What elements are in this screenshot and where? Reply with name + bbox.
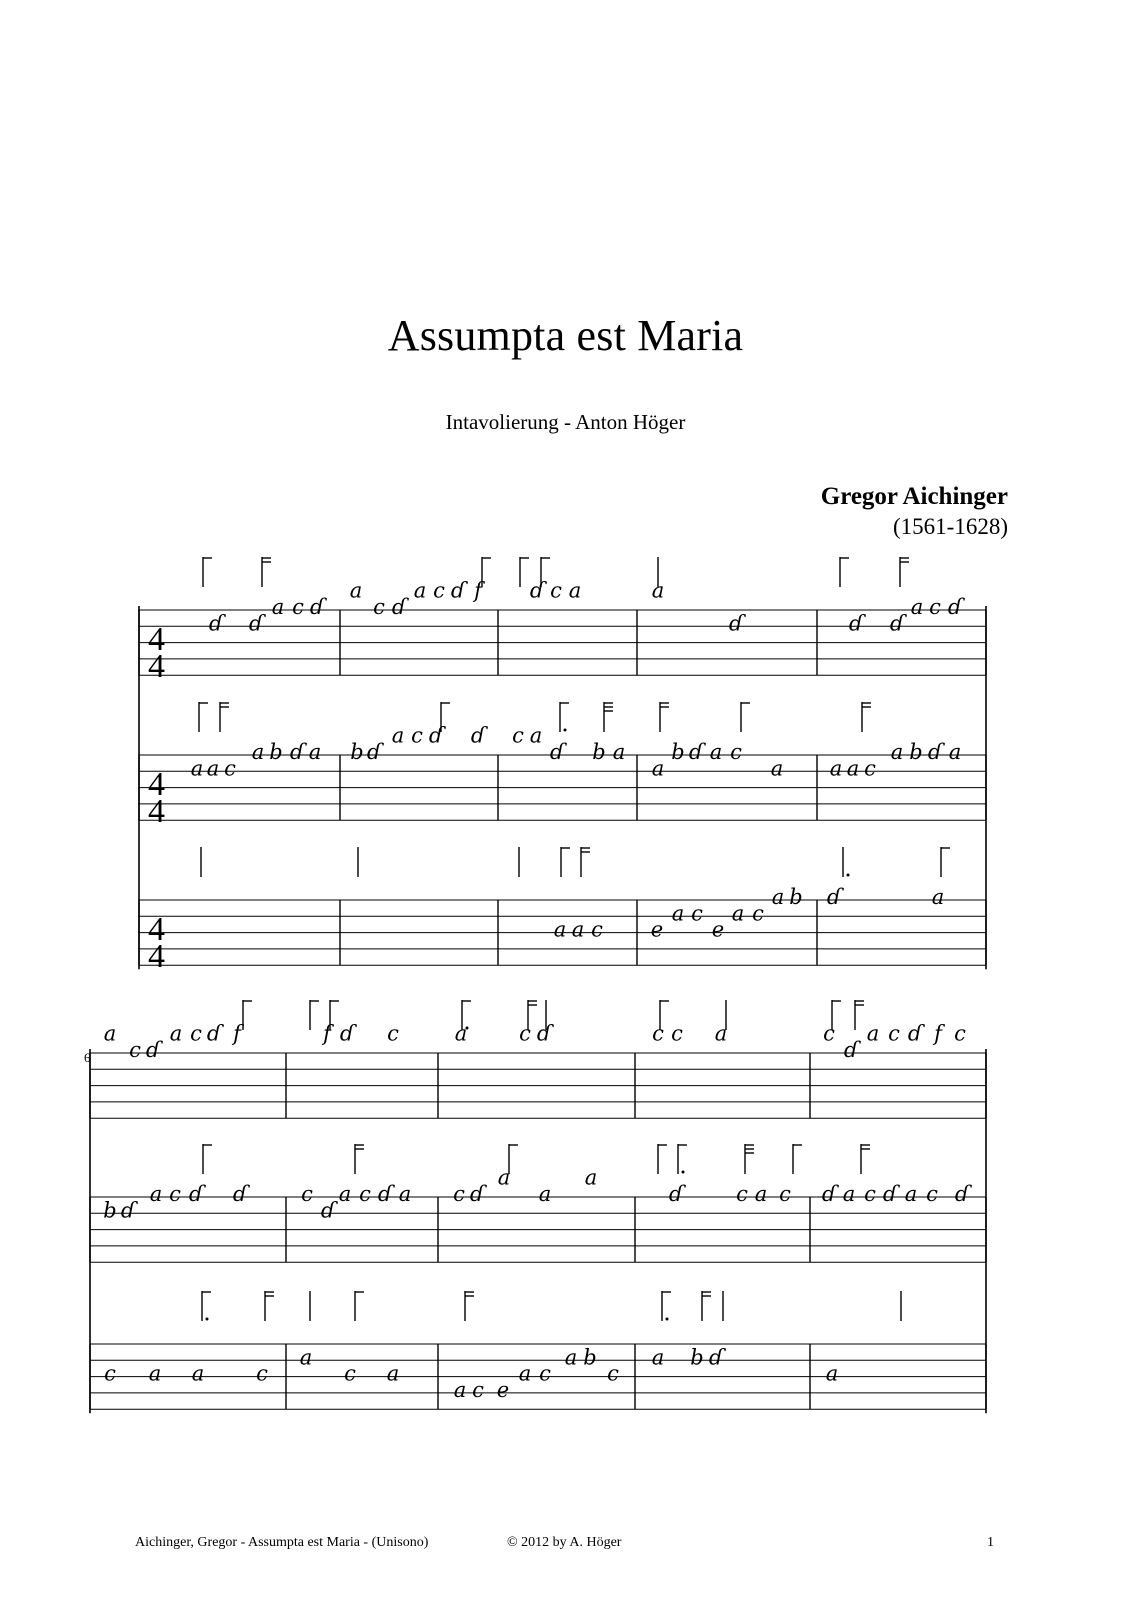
system-2-staff-2-letter-25: a xyxy=(904,1182,918,1206)
system-1-staff-2-letter-3: a xyxy=(251,740,265,764)
system-1-staff-2-letter-23: a xyxy=(770,756,784,781)
system-2-staff-1-letter-5: ɗ xyxy=(206,1021,222,1046)
measure-number: 6 xyxy=(84,1050,91,1065)
system-2-staff-1-letter-22: c xyxy=(954,1021,966,1046)
system-1-staff-2-letter-5: ɗ xyxy=(289,740,305,764)
system-1-staff-1-letter-10: ɗ xyxy=(450,578,466,603)
system-1-staff-2-letter-10: c xyxy=(411,723,423,748)
system-2-staff-3-letter-2: a xyxy=(191,1361,205,1386)
system-1-staff-3-letter-4: a xyxy=(671,901,685,926)
system-1-staff-1-letter-15: a xyxy=(651,578,665,603)
system-1-staff-1-letter-18: ɗ xyxy=(889,611,905,636)
system-2-staff-1-letter-15: a xyxy=(714,1021,728,1046)
system-1-staff-1-letter-6: c xyxy=(373,595,385,619)
system-2-staff-2-letter-18: c xyxy=(736,1182,748,1206)
system-2-staff-2-letter-27: ɗ xyxy=(954,1182,970,1206)
system-1-staff-1-letter-20: c xyxy=(929,595,941,619)
system-1-staff-2-letter-8: ɗ xyxy=(366,740,382,764)
system-1-staff-3-letter-6: e xyxy=(711,917,725,942)
system-2-staff-1-letter-11: c xyxy=(519,1021,531,1046)
footer-page-number: 1 xyxy=(987,1535,994,1550)
system-2-staff-2-letter-2: a xyxy=(149,1182,163,1206)
system-1-staff-3-letter-10: b xyxy=(789,885,803,909)
system-2-staff-2-letter-11: a xyxy=(398,1182,412,1206)
system-1-staff-2-letter-15: ɗ xyxy=(549,740,565,764)
system-2-staff-1-letter-2: ɗ xyxy=(145,1038,161,1062)
system-1-staff-1-letter-9: c xyxy=(433,578,445,603)
system-2-staff-1-letter-4: c xyxy=(190,1021,202,1046)
system-1-staff-2-letter-16: b xyxy=(592,740,606,764)
system-2-staff-3-letter-7: a xyxy=(453,1377,467,1402)
system-2-staff-2-letter-8: a xyxy=(338,1182,352,1206)
system-1-staff-1-letter-19: a xyxy=(910,595,924,619)
system-1-staff-2-time-sig-den: 4 xyxy=(148,793,165,830)
system-2-staff-2-rhythm-4-dot xyxy=(682,1171,685,1174)
system-2-staff-2-letter-20: c xyxy=(779,1182,791,1206)
system-1-staff-3-letter-8: c xyxy=(752,901,764,926)
system-1-staff-2-letter-17: a xyxy=(612,740,626,764)
system-2-staff-3-letter-6: a xyxy=(386,1361,400,1386)
system-2-staff-2-letter-5: ɗ xyxy=(232,1182,248,1206)
system-1-staff-2-letter-4: b xyxy=(269,740,283,764)
system-1-staff-1-letter-12: ɗ xyxy=(529,578,545,603)
system-2-staff-3-letter-12: a xyxy=(564,1345,578,1370)
system-2-staff-2-letter-23: c xyxy=(864,1182,876,1206)
system-1-staff-2-letter-25: a xyxy=(846,756,860,781)
system-1-staff-2-time-sig-num: 4 xyxy=(148,766,165,803)
system-2-staff-1-letter-9: c xyxy=(387,1021,399,1046)
system-1-staff-1-letter-13: c xyxy=(550,578,562,603)
system-2-staff-2-letter-21: ɗ xyxy=(821,1182,837,1206)
system-1-staff-2-letter-1: a xyxy=(206,756,220,781)
system-2-staff-3-letter-11: c xyxy=(539,1361,551,1386)
system-2-staff-2-letter-0: b xyxy=(103,1198,117,1223)
system-1-staff-1-time-sig-den: 4 xyxy=(148,648,165,685)
system-2-staff-2-letter-10: ɗ xyxy=(377,1182,393,1206)
system-1-staff-2-letter-30: a xyxy=(948,740,962,764)
system-2-staff-1-letter-14: c xyxy=(671,1021,683,1046)
system-1-staff-2-letter-6: a xyxy=(308,740,322,764)
system-1-staff-2-letter-12: ɗ xyxy=(470,723,486,748)
system-1-staff-1-letter-11: f xyxy=(474,578,482,603)
system-2-staff-1-letter-13: c xyxy=(652,1021,664,1046)
system-2-staff-1-letter-10: a xyxy=(454,1021,468,1046)
page-title: Assumpta est Maria xyxy=(387,311,744,360)
system-1-staff-2-letter-22: c xyxy=(730,740,742,764)
system-2-staff-1-letter-0: a xyxy=(103,1021,117,1046)
system-1-staff-2-letter-7: b xyxy=(350,740,364,764)
system-2-staff-1-letter-1: c xyxy=(129,1038,141,1062)
system-2-staff-3-letter-16: b xyxy=(690,1345,704,1370)
system-1-staff-2-letter-27: a xyxy=(890,740,904,764)
system-1-staff-2-letter-24: a xyxy=(829,756,843,781)
system-1-staff-3-letter-0: a xyxy=(553,917,567,942)
system-2-staff-3-letter-15: a xyxy=(651,1345,665,1370)
system-2-staff-1-letter-3: a xyxy=(169,1021,183,1046)
system-1-staff-1-letter-21: ɗ xyxy=(947,595,963,619)
system-1-staff-2-letter-14: a xyxy=(529,723,543,748)
system-1-staff-3-letter-12: a xyxy=(931,885,945,909)
footer-copyright: © 2012 by A. Höger xyxy=(507,1535,622,1550)
system-2-staff-3-letter-9: e xyxy=(496,1377,510,1402)
footer-work: Aichinger, Gregor - Assumpta est Maria - (Unisono) xyxy=(135,1535,429,1550)
system-1-staff-1-letter-2: a xyxy=(271,595,285,619)
system-1-staff-1-letter-1: ɗ xyxy=(248,611,264,636)
system-1-staff-1-letter-5: a xyxy=(349,578,363,603)
system-1-staff-2-letter-9: a xyxy=(391,723,405,748)
system-2-staff-2-letter-13: ɗ xyxy=(469,1182,485,1206)
system-1-staff-3-time-sig-num: 4 xyxy=(148,911,165,948)
system-2-staff-2-letter-9: c xyxy=(359,1182,371,1206)
system-2-staff-3-letter-8: c xyxy=(472,1377,484,1402)
system-2-staff-3-letter-18: a xyxy=(825,1361,839,1386)
system-1-staff-2-letter-0: a xyxy=(190,756,204,781)
system-2-staff-2-letter-14: a xyxy=(497,1165,511,1190)
system-1-staff-2-letter-28: b xyxy=(909,740,923,764)
system-2-staff-3-rhythm-0-dot xyxy=(206,1318,209,1321)
system-2-staff-1-letter-16: c xyxy=(823,1021,835,1046)
system-2-staff-3-letter-10: a xyxy=(518,1361,532,1386)
system-1-staff-2-letter-29: ɗ xyxy=(927,740,943,764)
system-1-staff-1-letter-16: ɗ xyxy=(728,611,744,636)
system-2-staff-1-letter-19: c xyxy=(888,1021,900,1046)
system-1-staff-2-letter-26: c xyxy=(864,756,876,781)
system-2-staff-3-letter-1: a xyxy=(148,1361,162,1386)
system-1-staff-3-letter-3: e xyxy=(650,917,664,942)
system-2-staff-2-letter-26: c xyxy=(926,1182,938,1206)
system-2-staff-1-letter-17: ɗ xyxy=(843,1038,859,1062)
system-2-staff-3-letter-14: c xyxy=(607,1361,619,1386)
system-1-staff-1-letter-14: a xyxy=(568,578,582,603)
system-1-staff-1-letter-3: c xyxy=(292,595,304,619)
system-2-staff-2-letter-19: a xyxy=(754,1182,768,1206)
system-2-staff-3-letter-0: c xyxy=(104,1361,116,1386)
system-2-staff-1-letter-12: ɗ xyxy=(536,1021,552,1046)
system-1-staff-1-letter-17: ɗ xyxy=(848,611,864,636)
system-1-staff-2-letter-20: ɗ xyxy=(688,740,704,764)
system-1-staff-3-rhythm-5-dot xyxy=(847,874,850,877)
system-2-staff-2-letter-24: ɗ xyxy=(882,1182,898,1206)
system-1-staff-1-letter-8: a xyxy=(413,578,427,603)
system-1-staff-2-letter-21: a xyxy=(709,740,723,764)
system-1-staff-1-time-sig-num: 4 xyxy=(148,621,165,658)
system-2-staff-2-letter-6: c xyxy=(301,1182,313,1206)
system-1-staff-1-letter-7: ɗ xyxy=(391,595,407,619)
system-2-staff-3-letter-3: c xyxy=(256,1361,268,1386)
arranger-credit: Intavolierung - Anton Höger xyxy=(445,410,686,434)
composer-dates: (1561-1628) xyxy=(893,514,1008,539)
system-2-staff-2-letter-3: c xyxy=(169,1182,181,1206)
system-2-staff-2-letter-7: ɗ xyxy=(320,1198,336,1223)
system-1-staff-3-letter-7: a xyxy=(731,901,745,926)
system-2-staff-1-letter-7: f xyxy=(323,1021,331,1046)
system-2-staff-2-letter-12: c xyxy=(453,1182,465,1206)
system-2-staff-1-letter-20: ɗ xyxy=(907,1021,923,1046)
system-2-staff-3-letter-5: c xyxy=(344,1361,356,1386)
system-2-staff-3-rhythm-5-dot xyxy=(666,1318,669,1321)
system-2-staff-3-letter-4: a xyxy=(299,1345,313,1370)
system-1-staff-3-time-sig-den: 4 xyxy=(148,938,165,975)
system-1-staff-3-letter-5: c xyxy=(691,901,703,926)
system-1-staff-2-rhythm-3-dot xyxy=(564,729,567,732)
system-1-staff-3-letter-11: ɗ xyxy=(826,885,842,909)
system-2-staff-2-letter-16: a xyxy=(584,1165,598,1190)
system-2-staff-2-letter-22: a xyxy=(842,1182,856,1206)
system-2-staff-1-letter-18: a xyxy=(866,1021,880,1046)
system-2-staff-1-letter-8: ɗ xyxy=(339,1021,355,1046)
system-2-staff-2-letter-4: ɗ xyxy=(188,1182,204,1206)
system-1-staff-3-letter-1: a xyxy=(571,917,585,942)
system-1-staff-2-letter-19: b xyxy=(671,740,685,764)
system-2-staff-1-letter-21: f xyxy=(934,1021,942,1046)
system-1-staff-2-letter-11: ɗ xyxy=(428,723,444,748)
system-2-staff-3-letter-13: b xyxy=(583,1345,597,1370)
system-2-staff-2-letter-17: ɗ xyxy=(668,1182,684,1206)
system-2-staff-1-letter-6: f xyxy=(233,1021,241,1046)
system-2-staff-2-letter-15: a xyxy=(538,1182,552,1206)
system-1-staff-3-letter-2: c xyxy=(591,917,603,942)
system-1-staff-3-letter-9: a xyxy=(771,885,785,909)
system-1-staff-2-letter-18: a xyxy=(651,756,665,781)
system-1-staff-2-letter-2: c xyxy=(224,756,236,781)
system-2-staff-2-letter-1: ɗ xyxy=(120,1198,136,1223)
system-1-staff-2-letter-13: c xyxy=(512,723,524,748)
system-1-staff-1-letter-4: ɗ xyxy=(309,595,325,619)
system-2-staff-3-letter-17: ɗ xyxy=(708,1345,724,1370)
composer-name: Gregor Aichinger xyxy=(820,483,1008,510)
system-1-staff-1-letter-0: ɗ xyxy=(208,611,224,636)
